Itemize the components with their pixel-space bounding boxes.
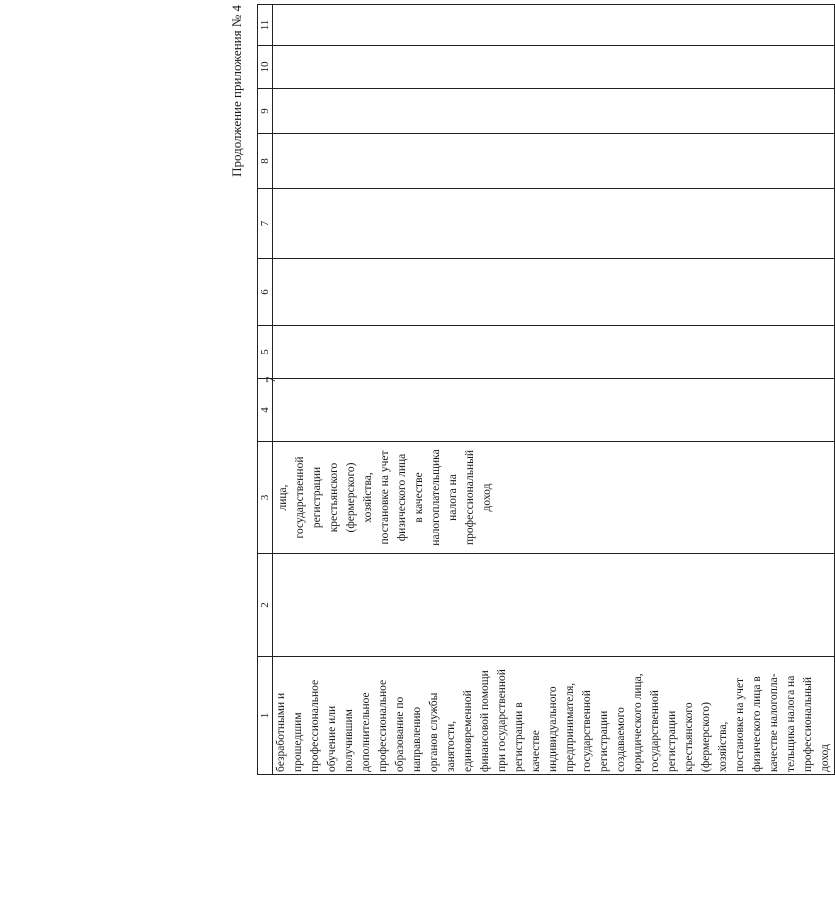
- cell-text-line: профессиональное: [309, 679, 321, 772]
- cell-text-line: финансовой помощи: [479, 670, 491, 772]
- column-header: 9: [258, 89, 273, 134]
- cell-text-line: органов службы: [428, 692, 440, 772]
- cell-text-line: качестве: [530, 730, 542, 772]
- cell-text-line: безработными и: [275, 692, 287, 772]
- column-header: 4: [258, 379, 273, 442]
- cell-text-line: регистрации в: [513, 702, 525, 772]
- cell-col8: [273, 134, 835, 189]
- cell-text-line: профессиональный: [464, 450, 476, 545]
- cell-col7: [273, 189, 835, 259]
- cell-text-line: юридического лица,: [632, 673, 644, 772]
- cell-col3: [273, 442, 835, 554]
- cell-text-line: дополнительное: [360, 692, 372, 772]
- column-header: 1: [258, 657, 273, 775]
- cell-text-line: налога на: [447, 474, 459, 521]
- column-header: 2: [258, 554, 273, 657]
- cell-text-line: индивидуального: [547, 686, 559, 772]
- cell-text-line: единовременной: [462, 690, 474, 772]
- cell-text-line: физического лица: [396, 453, 408, 542]
- cell-text-line: крестьянского: [328, 462, 340, 533]
- cell-text-line: хозяйства,: [717, 721, 729, 772]
- cell-text-line: налогоплательщика: [430, 449, 442, 546]
- cell-text-line: лица,: [277, 484, 289, 511]
- column-header: 3: [258, 442, 273, 554]
- cell-text-line: регистрации: [666, 710, 678, 772]
- cell-text-line: крестьянского: [683, 702, 695, 772]
- cell-col11: [273, 5, 835, 46]
- cell-text-line: регистрации: [598, 710, 610, 772]
- cell-col9: [273, 89, 835, 134]
- cell-text-line: (фермерского): [700, 702, 712, 772]
- page-number: 7: [263, 376, 278, 383]
- column-header: 8: [258, 134, 273, 189]
- cell-col6: [273, 259, 835, 326]
- cell-text-line: государственной: [294, 456, 306, 539]
- cell-text-line: доход: [819, 744, 831, 772]
- cell-text-line: тельщика налога на: [785, 675, 797, 772]
- cell-text-line: предпринимателя,: [564, 682, 576, 772]
- cell-text-line: качестве налогопла-: [768, 673, 780, 772]
- cell-text-line: государственной: [649, 690, 661, 772]
- cell-text-line: образование по: [394, 696, 406, 772]
- cell-text-line: профессиональное: [377, 679, 389, 772]
- cell-text-line: обучение или: [326, 705, 338, 772]
- rotated-content: [225, 5, 831, 775]
- cell-text-line: доход: [481, 483, 493, 512]
- cell-text-line: профессиональный: [802, 677, 814, 772]
- cell-text-line: регистрации: [311, 466, 323, 529]
- cell-text-line: получившим: [343, 709, 355, 772]
- cell-text-line: физического лица в: [751, 676, 763, 772]
- cell-col5: [273, 326, 835, 379]
- column-header: 7: [258, 189, 273, 259]
- cell-text-line: прошедшим: [292, 712, 304, 772]
- data-table: [257, 4, 835, 775]
- column-number-row: [258, 5, 273, 775]
- column-header: 5: [258, 326, 273, 379]
- cell-col4: [273, 379, 835, 442]
- cell-text-line: постановке на учет: [379, 450, 391, 545]
- cell-text-line: создаваемого: [615, 707, 627, 772]
- cell-text-line: постановке на учет: [734, 678, 746, 772]
- cell-col1: [273, 657, 835, 775]
- continuation-caption: Продолжение приложения № 4: [229, 5, 244, 177]
- cell-col10: [273, 46, 835, 89]
- cell-text-line: (фермерского): [345, 462, 357, 533]
- table-row: [273, 5, 835, 775]
- cell-text-line: хозяйства,: [362, 472, 374, 523]
- cell-col2: [273, 554, 835, 657]
- column-header: 11: [258, 5, 273, 46]
- cell-text-line: государственной: [581, 690, 593, 772]
- cell-text-line: занятости,: [445, 720, 457, 772]
- column-header: 6: [258, 259, 273, 326]
- cell-text-line: направлению: [411, 706, 423, 772]
- cell-text-line: при государственной: [496, 669, 508, 772]
- cell-text-line: в качестве: [413, 472, 425, 523]
- column-header: 10: [258, 46, 273, 89]
